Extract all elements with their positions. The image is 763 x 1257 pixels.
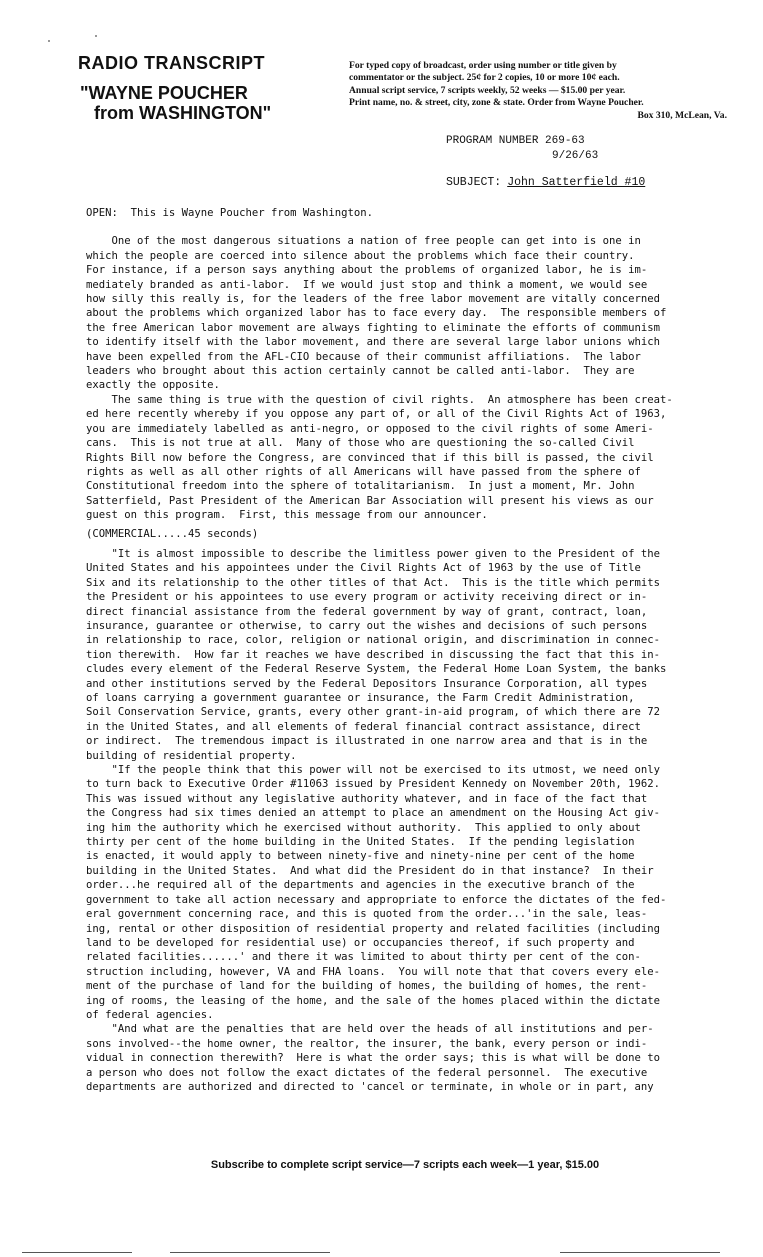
text-line: cans. This is not true at all. Many of those who are questioning the so-called Civil — [86, 437, 635, 450]
text-line: of federal agencies. — [86, 1008, 214, 1021]
text-line: The same thing is true with the question of civil rights. An atmosphere has been creat- — [86, 393, 673, 406]
text-line: ing, rental or other disposition of residential property and related facilities (including — [86, 922, 661, 935]
text-line: This was issued without any legislative authority whatever, and in face of the fact that — [86, 792, 648, 805]
text-line: to identify itself with the labor movement, and there are several large labor unions which — [86, 336, 661, 349]
bottom-rule — [22, 1252, 132, 1253]
order-info-line: For typed copy of broadcast, order using number or title given by — [349, 60, 617, 71]
text-line: or indirect. The tremendous impact is illustrated in one narrow area and that is in the — [86, 735, 648, 748]
program-number-block — [446, 134, 598, 164]
text-line: Constitutional freedom into the sphere of totalitarianism. In just a moment, Mr. John — [86, 480, 635, 493]
text-line: ment of the purchase of land for the building of homes, the building of homes, the rent- — [86, 980, 648, 993]
paragraph-4 — [86, 763, 740, 1022]
text-line: to turn back to Executive Order #11063 issued by President Kennedy on November 20th, 1962. — [86, 778, 661, 791]
order-info-address: Box 310, McLean, Va. — [637, 109, 727, 121]
text-line: a person who does not follow the exact dictates of the federal personnel. The executive — [86, 1066, 648, 1079]
text-line: leaders who brought about this action certainly cannot be called anti-labor. They are — [86, 365, 635, 378]
text-line: of loans carrying a government guarantee or insurance, the Farm Credit Administration, — [86, 692, 635, 704]
paragraph-3 — [86, 547, 740, 763]
text-line: Satterfield, Past President of the American Bar Association will present his views as our — [86, 494, 654, 507]
bottom-rule — [560, 1252, 720, 1253]
text-line: land to be developed for residential use) or occupancies thereof, if such property and — [86, 936, 635, 949]
text-line: rights as well as all other rights of all Americans will have passed from the sphere of — [86, 465, 641, 478]
commercial-break: (COMMERCIAL.....45 seconds) — [86, 527, 259, 540]
text-line: related facilities......' and there it was limited to about thirty per cent of the con- — [86, 951, 641, 964]
text-line: and other institutions served by the Federal Depositors Insurance Corporation, all types — [86, 677, 648, 690]
text-line: departments are authorized and directed to 'cancel or terminate, in whole or in part, any — [86, 1080, 654, 1093]
text-line: eral government concerning race, and this is quoted from the order...'in the sale, leas- — [86, 908, 648, 921]
text-line: order...he required all of the departments and agencies in the executive branch of the — [86, 879, 635, 892]
text-line: For instance, if a person says anything about the problems of organized labor, he is im- — [86, 264, 648, 277]
subscription-footer: Subscribe to complete script service—7 scripts each week—1 year, $15.00 — [210, 1159, 600, 1171]
text-line: about the problems which organized labor has to face every day. The responsible members of — [86, 307, 667, 320]
paragraph-2 — [86, 393, 740, 523]
text-line: One of the most dangerous situations a nation of free people can get into is one in — [86, 235, 641, 248]
paragraph-5 — [86, 1022, 740, 1094]
masthead-title: RADIO TRANSCRIPT — [78, 53, 265, 73]
text-line: government to take all action necessary and appropriate to enforce the dictates of the fed- — [86, 893, 667, 906]
text-line: mediately branded as anti-labor. If we would just stop and think a moment, we would see — [86, 278, 648, 291]
text-line: United States and his appointees under the Civil Rights Act of 1963 by the use of Title — [86, 562, 641, 575]
text-line: vidual in connection therewith? Here is what the order says; this is what will be done to — [86, 1052, 661, 1065]
masthead-show-location: from WASHINGTON" — [94, 103, 272, 123]
subject-value: John Satterfield #10 — [507, 176, 646, 189]
order-info-line: commentator or the subject. 25¢ for 2 copies, 10 or more 10¢ each. — [349, 72, 620, 84]
text-line: building in the United States. And what did the President do in that instance? In their — [86, 864, 654, 877]
bottom-rule — [170, 1252, 330, 1253]
text-line: insurance, guarantee or otherwise, to carry out the wishes and decisions of such persons — [86, 619, 648, 632]
text-line: Rights Bill now before the Congress, are convinced that if this bill is passed, the civil — [86, 451, 654, 464]
text-line: the Congress had six times denied an attempt to place an amendment on the Housing Act giv- — [86, 807, 661, 820]
text-line: exactly the opposite. — [86, 379, 220, 392]
text-line: the President or his appointees to use every program or activity receiving direct or in- — [86, 591, 648, 604]
text-line: "It is almost impossible to describe the limitless power given to the President of the — [86, 547, 661, 560]
text-line: is enacted, it would apply to between ninety-five and ninety-nine per cent of the home — [86, 850, 635, 863]
text-line: direct financial assistance from the federal government by way of grant, contract, loan, — [86, 605, 648, 618]
transcript-body — [86, 206, 740, 1094]
open-line: OPEN: This is Wayne Poucher from Washington. — [86, 207, 374, 219]
text-line: cludes every element of the Federal Reserve System, the Federal Home Loan System, the banks — [86, 663, 667, 676]
text-line: ed here recently whereby if you oppose any part of, or all of the Civil Rights Act of 1963, — [86, 408, 667, 421]
text-line: struction including, however, VA and FHA loans. You will note that that covers every ele- — [86, 965, 661, 978]
paragraph-1 — [86, 234, 740, 392]
text-line: how silly this really is, for the leaders of the free labor movement are vitally concerned — [86, 293, 661, 306]
text-line: Soil Conservation Service, grants, every other grant-in-aid program, of which there are 72 — [86, 706, 661, 719]
subject-line — [446, 176, 645, 189]
text-line: tion therewith. How far it reaches we have described in discussing the fact that this in- — [86, 648, 661, 661]
text-line: in relationship to race, color, religion or national origin, and discrimination in connec- — [86, 634, 661, 647]
text-line: you are immediately labelled as anti-negro, or opposed to the civil rights of some Ameri- — [86, 422, 654, 435]
text-line: which the people are coerced into silence about the problems which face their country. — [86, 249, 635, 262]
text-line: ing of rooms, the leasing of the home, and the sale of the homes placed within the dictate — [86, 994, 661, 1007]
text-line: ing him the authority which he exercised without authority. This applied to only about — [86, 821, 641, 834]
text-line: "If the people think that this power will not be exercised to its utmost, we need only — [86, 764, 661, 777]
text-line: have been expelled from the AFL-CIO because of their communist affiliations. The labor — [86, 350, 641, 363]
order-info — [349, 60, 727, 122]
text-line: "And what are the penalties that are held over the heads of all institutions and per- — [86, 1023, 654, 1036]
text-line: building of residential property. — [86, 749, 297, 762]
text-line: guest on this program. First, this message from our announcer. — [86, 509, 488, 522]
order-info-line: Print name, no. & street, city, zone & state. Order from Wayne Poucher. — [349, 97, 644, 109]
masthead-show-name: "WAYNE POUCHER — [80, 83, 248, 103]
text-line: sons involved--the home owner, the realtor, the insurer, the bank, every person or indi- — [86, 1037, 648, 1050]
scan-speck — [48, 40, 50, 42]
scan-speck — [95, 35, 97, 37]
order-info-line: Annual script service, 7 scripts weekly, 52 weeks — $15.00 per year. — [349, 84, 626, 96]
subject-label: SUBJECT: — [446, 176, 502, 189]
text-line: thirty per cent of the home building in the United States. If the pending legislation — [86, 836, 635, 849]
program-number: 269-63 — [545, 135, 585, 147]
text-line: the free American labor movement are always fighting to eliminate the efforts of communism — [86, 321, 661, 334]
text-line: in the United States, and all elements of federal financial contract assistance, direct — [86, 720, 641, 733]
program-number-label: PROGRAM NUMBER — [446, 135, 539, 147]
program-date: 9/26/63 — [552, 150, 599, 162]
text-line: Six and its relationship to the other titles of that Act. This is the title which permits — [86, 576, 661, 589]
masthead — [78, 52, 318, 123]
